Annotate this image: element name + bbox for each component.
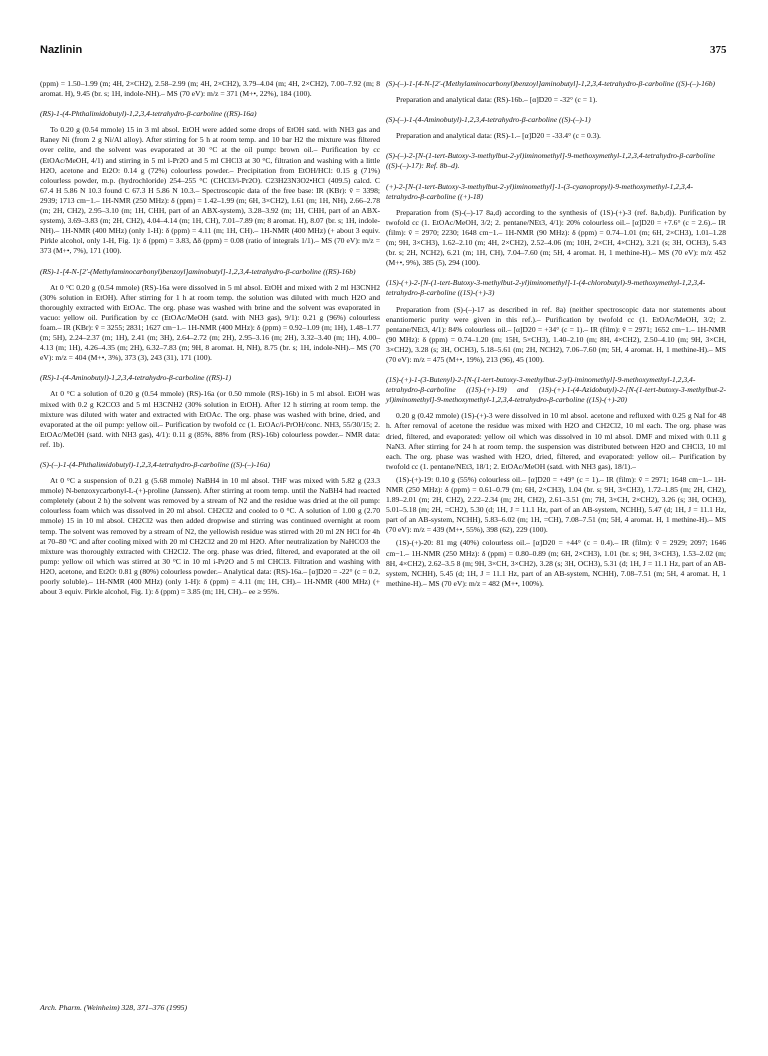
right-text-column [386, 79, 726, 592]
section-heading: (1S)-(+)-1-(3-Butenyl)-2-[N-(1-tert-butoxy-3-methylbut-2-yl)-iminomethyl]-9-methoxymethyl-1,2,3,4-tetrahydro-β-carboline ((1S)-(+)-19) and (1S)-(+)-1-(4-Azidobutyl)-2-[N-(1-tert-butoxy-3-methylbut-2-yl)iminomethyl]-9-methoxymethyl-1,2,3,4-tetrahydro-β-carboline ((1S)-(+)-20) [386, 375, 726, 405]
section-heading: (S)-(–)-1-(4-Phthalimidobutyl)-1,2,3,4-tetrahydro-β-carboline ((S)-(–)-16a) [40, 460, 270, 469]
body-paragraph: At 0 °C a solution of 0.20 g (0.54 mmole) (RS)-16a (or 0.50 mmole (RS)-16b) in 5 ml absol. EtOH was mixed with 0.2 g K2CO3 and 5 ml H3CNH2 (30% solution in EtOH). After 12 h stirring at room temp. the mixture was diluted with water and extracted with EtOAc. The org. phase was washed with brine, dried, and evaporated at the oil pump: yellow oil.– Purification by twofold cc (1. EtOAc/i-PrOH/conc. NH3, 55/30/15; 2. EtOAc/MeOH (satd. with NH3 gas), 4/1): 0.11 g (85%, 88% from (RS)-16b) colourless powder.– NMR data: ref. 1b). [40, 389, 380, 449]
section-heading: (S)-(–)-1-(4-Aminobutyl)-1,2,3,4-tetrahydro-β-carboline ((S)-(–)-1) [386, 115, 591, 125]
section-heading: (RS)-1-[4-N-[2′-(Methylaminocarbonyl)benzoyl]aminobutyl]-1,2,3,4-tetrahydro-β-carboline ((RS)-16b) [40, 266, 356, 276]
body-paragraph: To 0.20 g (0.54 mmole) 15 in 3 ml absol. EtOH were added some drops of EtOH satd. with NH3 gas and Raney Ni (from 2 g Ni/Al alloy). After stirring for 5 h at room temp. and 10 bar H2 the mixture was filtered over celite, and the solvent was evaporated at 30 °C at the oil pump: brown oil.– Purification by cc (EtOAc/MeOH, 4/1) and stirring in 5 ml i-Pr2O and 5 ml CHCl3 at 30 °C, filtration and washing with a little H2O, acetone and Et2O: 0.14 g (72%) colourless powder.– Precipitation from EtOH/HCl: 0.15 g (71%) colourless powder, m.p. (hydrochloride) 254–255 °C (CHCl3/i-Pr2O). C23H23N3O2•HCl (409.5) calcd. C 67.4 H 5.86 N 10.3 found C 67.3 H 5.86 N 10.3.– Spectroscopic data of the free base: IR (KBr): ṽ = 3398; 2939; 1713 cm−1.– 1H-NMR (250 MHz): δ (ppm) = 1.42–1.99 (m; 6H, 3×CH2), 1.61 (m; 1H, NH), 2.66–2.78 (m; 2H, CH2), 2.95–3.10 (m; 1H, CHH, part of an ABX-system), 3.28–3.92 (m; 1H, CHH, part of an ABX-system), 3.69–3.83 (m; 2H, CH2), 4.04–4.14 (m; 1H, CH), 7.01–7.89 (m; 8 aromat. H), 8.07 (br. s; 1H, indole-NH).– 1H-NMR (400 MHz) (only 1-H): δ (ppm) = 4.11 (m; 1H, CH).– 1H-NMR (400 MHz) (+ about 3 equiv. Pirkle alcohol, only 1-H, Fig. 1): δ (ppm) = 3.83, Δδ (ppm) = 0.08 (ratio of integrals 1/1).– MS (70 eV): m/z = 373 (M+•, 7%), 171 (100). [40, 125, 380, 256]
body-paragraph: At 0 °C a suspension of 0.21 g (5.68 mmole) NaBH4 in 10 ml absol. THF was mixed with 5.82 g (23.3 mmole) N-benzoxycarbonyl-L-(+)-proline (Janssen). After stirring at room temp. until the NaBH4 had reacted completely (about 2 h) the solvent was removed by a stream of N2 and the residue was dried at the oil pump: colourless foam which was dissolved in 20 ml absol. CH2Cl2 and cooled to 0 °C. A solution of 1.00 g (2.70 mmole) 15 in 10 ml absol. CH2Cl2 was then added dropwise and stirring was continued overnight at room temp. The solvent was removed by a stream of N2, the yellowish residue was stirred with 20 ml 2N HCl for 4h at 70–80 °C and after cooling mixed with 20 ml CH2Cl2 and 20 ml H2O. After neutralization by NaHCO3 the mixture was thoroughly extracted with CH2Cl2. The org. phase was dried, filtered, and evaporated at the oil pump: yellow oil which was stirred at 30 °C in 10 ml i-Pr2O and 5 ml CHCl3. Filtration and washing with H2O, acetone, and Et2O: 0.81 g (80%) colourless powder.– Analytical data: (RS)-16a.– [α]D20 = -22° (c = 0.2, poorly soluble).– 1H-NMR (400 MHz) (only 1-H): δ (ppm) = 4.11 (m; 1H, CH).– 1H-NMR (400 MHz) (+ about 3 equiv. Pirkle alcohol, Fig. 1): δ (ppm) = 3.85 (m; 1H, CH).– ee ≥ 95%. [40, 476, 380, 597]
body-paragraph: (1S)-(+)-20: 81 mg (40%) colourless oil.– [α]D20 = +44° (c = 0.4).– IR (film): ṽ = 2929; 2097; 1646 cm−1.– 1H-NMR (250 MHz): δ (ppm) = 0.80–0.89 (m; 6H, 2×CH3), 1.01 (br. s; 9H, 3×CH3), 1.53–2.02 (m; 8H, 4×CH2), 2.62–3.5 8 (m; 9H, 3×CH, 3×CH2), 3.28 (s; 3H, OCH3), 5.31 (d; 1H, J = 11.1 Hz, part of an AB-system, NCHH), 5.45 (d; 1H, J = 11.1 Hz, part of an AB-system, NCHH), 7.08–7.51 (m; 5H, 4 aromat. H, 1 methine-H).– MS (70 eV): m/z = 482 (M+•, 100%). [386, 538, 726, 588]
page-number: 375 [710, 44, 727, 56]
journal-citation-footer: Arch. Pharm. (Weinheim) 328, 371–376 (1995) [40, 1003, 188, 1012]
body-paragraph: Preparation from (S)-(–)-17 as described in ref. 8a) (neither spectroscopic data nor statements about enantiomeric purity were given in this ref.).– Purification by twofold cc (1. EtOAc/MeOH, 3/2; 2. pentane/NEt3, 4/1): 84% colourless oil.– [α]D20 = +34° (c = 1).– IR (film): ṽ = 2971; 1652 cm−1.– 1H-NMR (90 MHz): δ (ppm) = 0.74–1.20 (m; 15H, 5×CH3), 1.40–2.10 (m; 8H, 4×CH2), 2.50–4.10 (m; 9H, 3×CH, 3×CH2), 3.28 (s; 3H, OCH3), 5.18–5.61 (m; 2H, NCH2), 7.06–7.60 (m; 5H, 4 aromat. H, 1 methine-H).– MS (70 eV): m/z = 475 (M+•, 19%), 213 (96), 45 (100). [386, 304, 726, 364]
body-paragraph: Preparation from (S)-(–)-17 8a,d) according to the synthesis of (1S)-(+)-3 (ref. 8a,b,d)). Purification by twofold cc (1. EtOAc/MeOH, 3/2; 2. pentane/NEt3, 4/1): 20% colourless oil.– [α]D20 = +7.6° (c = 2.6).– IR (film): ṽ = 2970; 2230; 1648 cm−1.– 1H-NMR (90 MHz): δ (ppm) = 0.74–1.01 (m; 6H, 2×CH3), 1.01–1.28 (m; 9H, 3×CH3), 1.62–2.10 (m; 4H, 2×CH2), 2.52–4.06 (m; 10H, 2×CH, 4×CH2), 3.21 (s; 3H, OCH3), 5.43 (br. s; 2H, NCH2), 6.21 (m; 1H, CH), 7.04–7.60 (m; 5H, 4 aromat. H, 1 methine-H).– MS (70 eV): m/z 452 (M+•, 9%), 385 (5), 294 (100). [386, 207, 726, 268]
section-heading: (RS)-1-(4-Aminobutyl)-1,2,3,4-tetrahydro-β-carboline ((RS)-1) [40, 373, 232, 383]
body-paragraph: At 0 °C 0.20 g (0.54 mmole) (RS)-16a were dissolved in 5 ml absol. EtOH and mixed with 2 ml H3CNH2 (30% solution in EtOH). After stirring for 1 h at room temp. the solution was diluted with much H2O and thoroughly extracted with EtOAc. The org. phase was washed with brine and the solvent was evaporated in vacuo: yellow oil. Purification by cc (EtOAc/MeOH (satd. with NH3 gas), 9/1): 0.21 g (96%) colourless foam.– IR (KBr): ṽ = 3255; 2831; 1627 cm−1.– 1H-NMR (400 MHz): δ (ppm) = 0.92–1.09 (m; 1H), 1.48–1.77 (m; 5H), 2.24–2.37 (m; 1H), 2.41 (m; 3H), 2.64–2.72 (m; 2H), 2.95–3.16 (m; 2H), 3.32–3.40 (m; 1H), 4.00–4.13 (m; 1H), 4.26–4.35 (m; 2H), 6.32–7.83 (m; 9H, 8 aromat. H, NH), 8.75 (br. s; 1H, indole-NH).– MS (70 eV): m/z = 404 (M+•, 3%), 373 (3), 243 (31), 171 (100). [40, 282, 380, 363]
body-text: (ppm) = 1.50–1.99 (m; 4H, 2×CH2), 2.58–2.99 (m; 4H, 2×CH2), 3.79–4.04 (m; 4H, 2×CH2), 7.00–7.92 (m; 8 aromat. H), 9.45 (br. s; 1H, indole-NH).– MS (70 eV): m/z = 371 (M+•, 22%), 184 (100). [40, 79, 380, 99]
section-heading: (S)-(–)-1-[4-N-[2′-(Methylaminocarbonyl)benzoyl]aminobutyl]-1,2,3,4-tetrahydro-β-carboline ((S)-(–)-16b) [386, 79, 716, 88]
section-heading: (RS)-1-(4-Phthalimidobutyl)-1,2,3,4-tetrahydro-β-carboline ((RS)-16a) [40, 109, 257, 119]
running-header-author: Nazlinin [40, 44, 83, 56]
section-heading: (S)-(–)-2-[N-(1-tert-Butoxy-3-methylbut-2-yl)iminomethyl]-9-methoxymethyl-1,2,3,4-tetrahydro-β-carboline ((S)-(–)-17): Ref. 8b–d). [386, 151, 715, 171]
body-paragraph: 0.20 g (0.42 mmole) (1S)-(+)-3 were dissolved in 10 ml absol. acetone and refluxed with 0.25 g NaI for 48 h. After removal of acetone the residue was mixed with H2O and CH2Cl2, 10 ml each. The org. phase was dried, filtered, and evaporated: yellow oil which was dissolved in 10 ml absol. DMF and mixed with 0.11 g NaN3. After stirring for 24 h at room temp. the suspension was distributed between H2O and CHCl3, 10 ml each. The org. phase was washed with H2O, dried, filtered, and evaporated: yellow oil.– Purification by twofold cc (1. pentane/NEt3, 18/1; 2. EtOAc/MeOH (satd. with NH3 gas), 18/1).– [386, 411, 726, 471]
body-paragraph: Preparation and analytical data: (RS)-1.– [α]D20 = -33.4° (c = 0.3). [396, 131, 601, 141]
section-heading: (+)-2-[N-(1-tert-Butoxy-3-methylbut-2-yl)iminomethyl]-1-(3-cyanopropyl)-9-methoxymethyl-1,2,3,4-tetrahydro-β-carboline ((+)-18) [386, 181, 694, 201]
body-paragraph: (1S)-(+)-19: 0.10 g (55%) colourless oil.– [α]D20 = +49° (c = 1).– IR (film): ṽ = 2971; 1648 cm−1.– 1H-NMR (250 MHz): δ (ppm) = 0.61–0.79 (m; 6H, 2×CH3), 1.04 (br. s; 9H, 3×CH3), 1.72–1.85 (m; 2H, CH2), 1.89–2.01 (m; 2H, CH2), 2.22–2.34 (m; 2H, CH2), 2.61–3.51 (m; 7H, 3×CH, 2×CH2), 3.26 (s; 3H, OCH3), 5.01–5.18 (m; 2H, =CH2), 5.30 (d; 1H, J = 11.1 Hz, part of an AB-system, NCHH), 5.47 (d; 1H, J = 11.1 Hz, part of an AB-system, NCHH), 5.83–6.02 (m; 1H, =CH), 7.08–7.51 (m; 5H, 4 aromat. H, 1 methine-H).– MS (70 eV): m/z = 439 (M+•, 55%), 398 (62), 229 (100). [386, 474, 726, 535]
section-heading: (1S)-(+)-2-[N-(1-tert-Butoxy-3-methylbut-2-yl)iminomethyl]-1-(4-chlorobutyl)-9-methoxymethyl-1,2,3,4-tetrahydro-β-carboline ((1S)-(+)-3) [386, 278, 706, 298]
body-paragraph: Preparation and analytical data: (RS)-16b.– [α]D20 = -32° (c = 1). [396, 95, 598, 105]
left-text-column [40, 79, 380, 600]
